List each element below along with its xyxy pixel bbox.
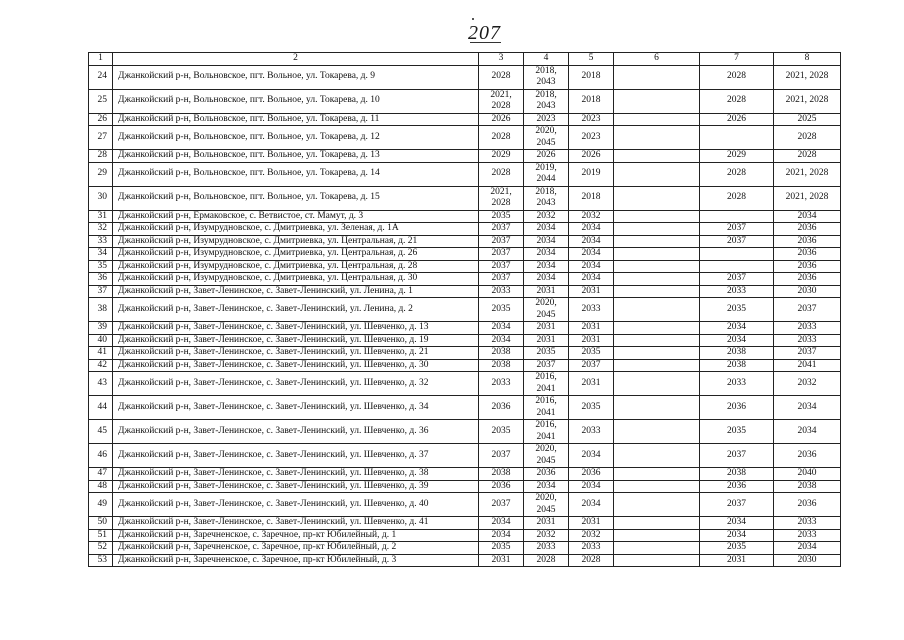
address-cell: Джанкойский р-н, Вольновское, пгт. Вольное, ул. Токарева, д. 14 [113, 162, 479, 186]
col-7-cell [700, 260, 774, 273]
col-6-cell [614, 162, 700, 186]
address-cell: Джанкойский р-н, Вольновское, пгт. Вольное, ул. Токарева, д. 15 [113, 186, 479, 210]
col-3-cell: 2033 [479, 372, 524, 396]
col-4-cell: 2020, 2045 [524, 444, 569, 468]
col-8-cell: 2034 [774, 396, 841, 420]
col-6-cell [614, 223, 700, 236]
col-5-cell: 2034 [569, 260, 614, 273]
col-5-cell: 2031 [569, 334, 614, 347]
col-8-cell: 2041 [774, 359, 841, 372]
col-8-cell: 2025 [774, 113, 841, 126]
col-8-cell: 2021, 2028 [774, 162, 841, 186]
col-8-cell: 2021, 2028 [774, 186, 841, 210]
header-col-8: 8 [774, 53, 841, 66]
table-row [89, 322, 841, 335]
col-8-cell: 2037 [774, 298, 841, 322]
col-4-cell: 2034 [524, 480, 569, 493]
col-3-cell: 2034 [479, 322, 524, 335]
col-5-cell: 2032 [569, 529, 614, 542]
col-4-cell: 2032 [524, 210, 569, 223]
col-5-cell: 2034 [569, 273, 614, 286]
col-8-cell: 2030 [774, 554, 841, 567]
col-6-cell [614, 260, 700, 273]
table-row [89, 150, 841, 163]
address-cell: Джанкойский р-н, Изумрудновское, с. Дмитриевка, ул. Центральная, д. 21 [113, 235, 479, 248]
address-cell: Джанкойский р-н, Завет-Ленинское, с. Завет-Ленинский, ул. Шевченко, д. 38 [113, 468, 479, 481]
address-cell: Джанкойский р-н, Завет-Ленинское, с. Завет-Ленинский, ул. Шевченко, д. 37 [113, 444, 479, 468]
col-5-cell: 2018 [569, 89, 614, 113]
col-7-cell: 2034 [700, 334, 774, 347]
col-4-cell: 2018, 2043 [524, 65, 569, 89]
row-number: 45 [89, 420, 113, 444]
col-6-cell [614, 542, 700, 555]
col-4-cell: 2034 [524, 235, 569, 248]
col-3-cell: 2026 [479, 113, 524, 126]
col-3-cell: 2034 [479, 529, 524, 542]
col-5-cell: 2037 [569, 359, 614, 372]
col-8-cell: 2036 [774, 273, 841, 286]
col-7-cell: 2035 [700, 420, 774, 444]
row-number: 38 [89, 298, 113, 322]
address-cell: Джанкойский р-н, Ермаковское, с. Ветвистое, ст. Мамут, д. 3 [113, 210, 479, 223]
col-5-cell: 2033 [569, 298, 614, 322]
address-cell: Джанкойский р-н, Завет-Ленинское, с. Завет-Ленинский, ул. Шевченко, д. 36 [113, 420, 479, 444]
address-cell: Джанкойский р-н, Изумрудновское, с. Дмитриевка, ул. Центральная, д. 26 [113, 248, 479, 261]
col-3-cell: 2035 [479, 298, 524, 322]
col-5-cell: 2034 [569, 223, 614, 236]
row-number: 44 [89, 396, 113, 420]
table-row [89, 420, 841, 444]
row-number: 36 [89, 273, 113, 286]
col-4-cell: 2018, 2043 [524, 186, 569, 210]
col-7-cell: 2028 [700, 186, 774, 210]
col-7-cell: 2028 [700, 65, 774, 89]
col-8-cell: 2033 [774, 529, 841, 542]
col-7-cell: 2036 [700, 480, 774, 493]
address-cell: Джанкойский р-н, Вольновское, пгт. Вольное, ул. Токарева, д. 10 [113, 89, 479, 113]
col-4-cell: 2016, 2041 [524, 420, 569, 444]
col-3-cell: 2035 [479, 542, 524, 555]
col-4-cell: 2026 [524, 150, 569, 163]
col-4-cell: 2034 [524, 223, 569, 236]
address-cell: Джанкойский р-н, Изумрудновское, с. Дмитриевка, ул. Центральная, д. 30 [113, 273, 479, 286]
col-3-cell: 2038 [479, 468, 524, 481]
col-5-cell: 2031 [569, 372, 614, 396]
col-6-cell [614, 529, 700, 542]
col-6-cell [614, 347, 700, 360]
col-3-cell: 2021, 2028 [479, 186, 524, 210]
row-number: 42 [89, 359, 113, 372]
address-cell: Джанкойский р-н, Вольновское, пгт. Вольное, ул. Токарева, д. 13 [113, 150, 479, 163]
address-cell: Джанкойский р-н, Вольновское, пгт. Вольное, ул. Токарева, д. 9 [113, 65, 479, 89]
header-col-3: 3 [479, 53, 524, 66]
table-row [89, 248, 841, 261]
col-7-cell: 2033 [700, 285, 774, 298]
col-7-cell: 2034 [700, 322, 774, 335]
col-7-cell: 2036 [700, 396, 774, 420]
col-7-cell [700, 126, 774, 150]
row-number: 35 [89, 260, 113, 273]
col-5-cell: 2018 [569, 186, 614, 210]
header-col-1: 1 [89, 53, 113, 66]
col-8-cell: 2028 [774, 126, 841, 150]
col-6-cell [614, 89, 700, 113]
row-number: 27 [89, 126, 113, 150]
row-number: 37 [89, 285, 113, 298]
col-5-cell: 2031 [569, 517, 614, 530]
col-6-cell [614, 285, 700, 298]
col-4-cell: 2036 [524, 468, 569, 481]
col-8-cell: 2036 [774, 235, 841, 248]
col-8-cell: 2033 [774, 334, 841, 347]
col-6-cell [614, 480, 700, 493]
scan-speck [472, 18, 474, 20]
col-6-cell [614, 554, 700, 567]
col-3-cell: 2028 [479, 162, 524, 186]
col-6-cell [614, 235, 700, 248]
table-row [89, 517, 841, 530]
col-5-cell: 2033 [569, 542, 614, 555]
col-6-cell [614, 468, 700, 481]
col-3-cell: 2038 [479, 347, 524, 360]
col-5-cell: 2028 [569, 554, 614, 567]
col-6-cell [614, 126, 700, 150]
col-3-cell: 2028 [479, 65, 524, 89]
table-row [89, 359, 841, 372]
col-6-cell [614, 113, 700, 126]
col-7-cell: 2035 [700, 542, 774, 555]
col-4-cell: 2033 [524, 542, 569, 555]
col-8-cell: 2021, 2028 [774, 89, 841, 113]
col-6-cell [614, 322, 700, 335]
col-5-cell: 2034 [569, 444, 614, 468]
col-7-cell: 2033 [700, 372, 774, 396]
col-5-cell: 2026 [569, 150, 614, 163]
row-number: 26 [89, 113, 113, 126]
col-8-cell: 2030 [774, 285, 841, 298]
col-4-cell: 2020, 2045 [524, 126, 569, 150]
col-3-cell: 2037 [479, 248, 524, 261]
col-5-cell: 2023 [569, 113, 614, 126]
col-3-cell: 2037 [479, 273, 524, 286]
col-7-cell: 2037 [700, 223, 774, 236]
table-row [89, 298, 841, 322]
table-row [89, 347, 841, 360]
col-5-cell: 2033 [569, 420, 614, 444]
col-7-cell [700, 248, 774, 261]
row-number: 24 [89, 65, 113, 89]
page-number: 207 [468, 22, 501, 44]
col-4-cell: 2028 [524, 554, 569, 567]
col-5-cell: 2034 [569, 235, 614, 248]
row-number: 50 [89, 517, 113, 530]
col-8-cell: 2036 [774, 260, 841, 273]
row-number: 52 [89, 542, 113, 555]
col-3-cell: 2035 [479, 210, 524, 223]
col-7-cell: 2035 [700, 298, 774, 322]
col-5-cell: 2034 [569, 480, 614, 493]
col-6-cell [614, 493, 700, 517]
col-8-cell: 2021, 2028 [774, 65, 841, 89]
col-8-cell: 2038 [774, 480, 841, 493]
col-3-cell: 2037 [479, 223, 524, 236]
col-6-cell [614, 273, 700, 286]
col-5-cell: 2031 [569, 322, 614, 335]
table-row [89, 554, 841, 567]
col-8-cell: 2036 [774, 223, 841, 236]
address-cell: Джанкойский р-н, Заречненское, с. Заречное, пр-кт Юбилейный, д. 2 [113, 542, 479, 555]
address-cell: Джанкойский р-н, Заречненское, с. Заречное, пр-кт Юбилейный, д. 3 [113, 554, 479, 567]
row-number: 34 [89, 248, 113, 261]
address-cell: Джанкойский р-н, Вольновское, пгт. Вольное, ул. Токарева, д. 12 [113, 126, 479, 150]
col-7-cell: 2034 [700, 517, 774, 530]
row-number: 28 [89, 150, 113, 163]
col-3-cell: 2036 [479, 480, 524, 493]
col-4-cell: 2031 [524, 285, 569, 298]
row-number: 48 [89, 480, 113, 493]
table-row [89, 65, 841, 89]
col-7-cell: 2038 [700, 347, 774, 360]
col-7-cell: 2034 [700, 529, 774, 542]
col-6-cell [614, 248, 700, 261]
col-8-cell: 2034 [774, 420, 841, 444]
col-5-cell: 2035 [569, 347, 614, 360]
row-number: 29 [89, 162, 113, 186]
address-cell: Джанкойский р-н, Завет-Ленинское, с. Завет-Ленинский, ул. Шевченко, д. 39 [113, 480, 479, 493]
row-number: 31 [89, 210, 113, 223]
header-col-5: 5 [569, 53, 614, 66]
row-number: 32 [89, 223, 113, 236]
table-row [89, 89, 841, 113]
address-cell: Джанкойский р-н, Завет-Ленинское, с. Завет-Ленинский, ул. Шевченко, д. 21 [113, 347, 479, 360]
col-5-cell: 2035 [569, 396, 614, 420]
col-4-cell: 2037 [524, 359, 569, 372]
address-cell: Джанкойский р-н, Завет-Ленинское, с. Завет-Ленинский, ул. Ленина, д. 1 [113, 285, 479, 298]
col-4-cell: 2034 [524, 273, 569, 286]
col-8-cell: 2033 [774, 322, 841, 335]
row-number: 25 [89, 89, 113, 113]
row-number: 30 [89, 186, 113, 210]
col-4-cell: 2019, 2044 [524, 162, 569, 186]
col-3-cell: 2037 [479, 235, 524, 248]
address-cell: Джанкойский р-н, Вольновское, пгт. Вольное, ул. Токарева, д. 11 [113, 113, 479, 126]
table-row [89, 285, 841, 298]
table-row [89, 273, 841, 286]
col-4-cell: 2032 [524, 529, 569, 542]
col-8-cell: 2033 [774, 517, 841, 530]
schedule-table [88, 52, 841, 567]
col-7-cell: 2037 [700, 493, 774, 517]
header-col-7: 7 [700, 53, 774, 66]
col-3-cell: 2034 [479, 334, 524, 347]
col-4-cell: 2020, 2045 [524, 493, 569, 517]
col-7-cell: 2037 [700, 273, 774, 286]
address-cell: Джанкойский р-н, Завет-Ленинское, с. Завет-Ленинский, ул. Шевченко, д. 30 [113, 359, 479, 372]
col-5-cell: 2031 [569, 285, 614, 298]
col-7-cell: 2037 [700, 444, 774, 468]
col-4-cell: 2035 [524, 347, 569, 360]
row-number: 49 [89, 493, 113, 517]
col-8-cell: 2034 [774, 210, 841, 223]
col-5-cell: 2036 [569, 468, 614, 481]
col-5-cell: 2034 [569, 493, 614, 517]
table-row [89, 186, 841, 210]
col-4-cell: 2018, 2043 [524, 89, 569, 113]
row-number: 47 [89, 468, 113, 481]
col-4-cell: 2034 [524, 260, 569, 273]
col-3-cell: 2037 [479, 260, 524, 273]
col-4-cell: 2031 [524, 517, 569, 530]
address-cell: Джанкойский р-н, Завет-Ленинское, с. Завет-Ленинский, ул. Шевченко, д. 19 [113, 334, 479, 347]
col-6-cell [614, 420, 700, 444]
col-5-cell: 2032 [569, 210, 614, 223]
col-8-cell: 2036 [774, 493, 841, 517]
col-6-cell [614, 298, 700, 322]
header-col-4: 4 [524, 53, 569, 66]
col-6-cell [614, 65, 700, 89]
col-8-cell: 2028 [774, 150, 841, 163]
col-8-cell: 2037 [774, 347, 841, 360]
col-8-cell: 2040 [774, 468, 841, 481]
row-number: 40 [89, 334, 113, 347]
address-cell: Джанкойский р-н, Изумрудновское, с. Дмитриевка, ул. Зеленая, д. 1А [113, 223, 479, 236]
address-cell: Джанкойский р-н, Заречненское, с. Заречное, пр-кт Юбилейный, д. 1 [113, 529, 479, 542]
table-row [89, 529, 841, 542]
col-8-cell: 2036 [774, 444, 841, 468]
table-row [89, 223, 841, 236]
address-cell: Джанкойский р-н, Завет-Ленинское, с. Завет-Ленинский, ул. Шевченко, д. 41 [113, 517, 479, 530]
header-col-6: 6 [614, 53, 700, 66]
col-7-cell: 2026 [700, 113, 774, 126]
col-5-cell: 2034 [569, 248, 614, 261]
col-6-cell [614, 150, 700, 163]
header-col-2: 2 [113, 53, 479, 66]
col-7-cell: 2038 [700, 468, 774, 481]
row-number: 51 [89, 529, 113, 542]
col-6-cell [614, 396, 700, 420]
table-row [89, 372, 841, 396]
table-row [89, 113, 841, 126]
col-6-cell [614, 372, 700, 396]
col-3-cell: 2034 [479, 517, 524, 530]
col-3-cell: 2037 [479, 493, 524, 517]
address-cell: Джанкойский р-н, Завет-Ленинское, с. Завет-Ленинский, ул. Ленина, д. 2 [113, 298, 479, 322]
col-3-cell: 2036 [479, 396, 524, 420]
col-6-cell [614, 359, 700, 372]
col-7-cell: 2028 [700, 89, 774, 113]
col-6-cell [614, 210, 700, 223]
col-7-cell [700, 210, 774, 223]
address-cell: Джанкойский р-н, Завет-Ленинское, с. Завет-Ленинский, ул. Шевченко, д. 32 [113, 372, 479, 396]
col-3-cell: 2029 [479, 150, 524, 163]
col-3-cell: 2037 [479, 444, 524, 468]
col-4-cell: 2031 [524, 322, 569, 335]
row-number: 33 [89, 235, 113, 248]
col-6-cell [614, 334, 700, 347]
table-row [89, 468, 841, 481]
table-row [89, 126, 841, 150]
col-6-cell [614, 517, 700, 530]
col-3-cell: 2038 [479, 359, 524, 372]
col-7-cell: 2031 [700, 554, 774, 567]
col-4-cell: 2031 [524, 334, 569, 347]
col-4-cell: 2020, 2045 [524, 298, 569, 322]
col-4-cell: 2016, 2041 [524, 396, 569, 420]
col-4-cell: 2034 [524, 248, 569, 261]
col-3-cell: 2021, 2028 [479, 89, 524, 113]
col-3-cell: 2033 [479, 285, 524, 298]
col-3-cell: 2031 [479, 554, 524, 567]
col-7-cell: 2037 [700, 235, 774, 248]
col-8-cell: 2032 [774, 372, 841, 396]
row-number: 41 [89, 347, 113, 360]
col-3-cell: 2035 [479, 420, 524, 444]
col-7-cell: 2038 [700, 359, 774, 372]
col-3-cell: 2028 [479, 126, 524, 150]
table-row [89, 210, 841, 223]
table-row [89, 162, 841, 186]
table-row [89, 260, 841, 273]
col-4-cell: 2016, 2041 [524, 372, 569, 396]
address-cell: Джанкойский р-н, Завет-Ленинское, с. Завет-Ленинский, ул. Шевченко, д. 40 [113, 493, 479, 517]
address-cell: Джанкойский р-н, Изумрудновское, с. Дмитриевка, ул. Центральная, д. 28 [113, 260, 479, 273]
col-7-cell: 2029 [700, 150, 774, 163]
col-5-cell: 2023 [569, 126, 614, 150]
table-row [89, 334, 841, 347]
col-6-cell [614, 444, 700, 468]
row-number: 53 [89, 554, 113, 567]
table-row [89, 493, 841, 517]
header-row [89, 53, 841, 66]
col-8-cell: 2036 [774, 248, 841, 261]
col-8-cell: 2034 [774, 542, 841, 555]
table-row [89, 396, 841, 420]
address-cell: Джанкойский р-н, Завет-Ленинское, с. Завет-Ленинский, ул. Шевченко, д. 34 [113, 396, 479, 420]
col-5-cell: 2018 [569, 65, 614, 89]
row-number: 46 [89, 444, 113, 468]
row-number: 39 [89, 322, 113, 335]
address-cell: Джанкойский р-н, Завет-Ленинское, с. Завет-Ленинский, ул. Шевченко, д. 13 [113, 322, 479, 335]
table-row [89, 444, 841, 468]
table-body [89, 65, 841, 567]
table-row [89, 480, 841, 493]
col-7-cell: 2028 [700, 162, 774, 186]
col-5-cell: 2019 [569, 162, 614, 186]
table-row [89, 542, 841, 555]
row-number: 43 [89, 372, 113, 396]
table-row [89, 235, 841, 248]
col-4-cell: 2023 [524, 113, 569, 126]
col-6-cell [614, 186, 700, 210]
